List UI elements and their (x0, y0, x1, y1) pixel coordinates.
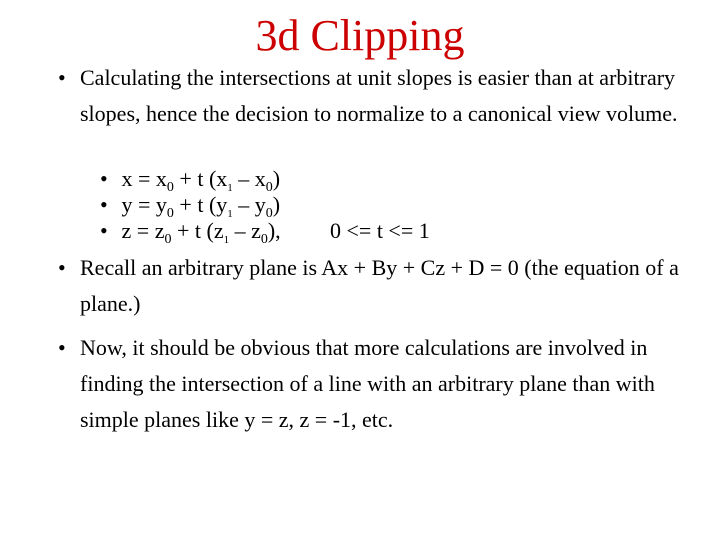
sub-bullet-dot: • (100, 218, 108, 243)
bullet-text: Calculating the intersections at unit slopes is easier than at arbitrary slopes, hence the decision to normalize to a canonical view volume. (80, 65, 678, 126)
bullet-item (58, 330, 698, 438)
sub-bullet-dot: • (100, 166, 108, 191)
eq-sub1: 1 (227, 208, 233, 220)
slide-title: 3d Clipping (255, 11, 465, 60)
equation-row: • $y = y_0 + t$ $(y_1 - y_0)$ (100, 192, 281, 221)
equation-list (100, 166, 600, 247)
bullet-item (58, 60, 698, 132)
eq-sub0: 0 (164, 232, 172, 247)
eq-condition: 0 <= t <= 1 (330, 218, 430, 243)
eq-p0: x (155, 166, 167, 191)
bullet-text: Recall an arbitrary plane is Ax + By + Cz + D = 0 (the equation of a plane.) (80, 255, 679, 316)
bullet-dot: • (58, 335, 66, 360)
eq-p1: x (216, 166, 228, 191)
bullet-dot: • (58, 255, 66, 280)
equation-row: • $x = x_0 + t$ $(x_1 - x_0)$ (100, 166, 281, 195)
eq-p0: y (155, 192, 167, 217)
eq-p0b: x (254, 166, 266, 191)
eq-p0b: z (251, 218, 261, 243)
eq-p0: z (154, 218, 165, 243)
equation-row: • $z = z_0 + t$ $(z_1 - z_0)$, 0 <= t <= 1 (100, 218, 430, 247)
sub-bullet-dot: • (100, 192, 108, 217)
eq-p1: y (216, 192, 228, 217)
eq-var: x (121, 166, 133, 191)
eq-p1: z (213, 218, 224, 243)
eq-sub0b: 0 (260, 232, 268, 247)
eq-sub1: 1 (227, 182, 233, 194)
eq-sub1: 1 (223, 234, 230, 246)
eq-sub0: 0 (166, 180, 174, 195)
bullet-text: Now, it should be obvious that more calculations are involved in finding the intersection of a line with an arbitrary plane than with simple planes like y = z, z = -1, etc. (80, 335, 655, 432)
eq-var: z (121, 218, 132, 243)
eq-sub0: 0 (166, 206, 174, 221)
eq-sub0b: 0 (265, 206, 273, 221)
bullet-dot: • (58, 65, 66, 90)
bullet-item (58, 250, 698, 322)
eq-sub0b: 0 (265, 180, 273, 195)
eq-p0b: y (254, 192, 266, 217)
eq-var: y (121, 192, 133, 217)
